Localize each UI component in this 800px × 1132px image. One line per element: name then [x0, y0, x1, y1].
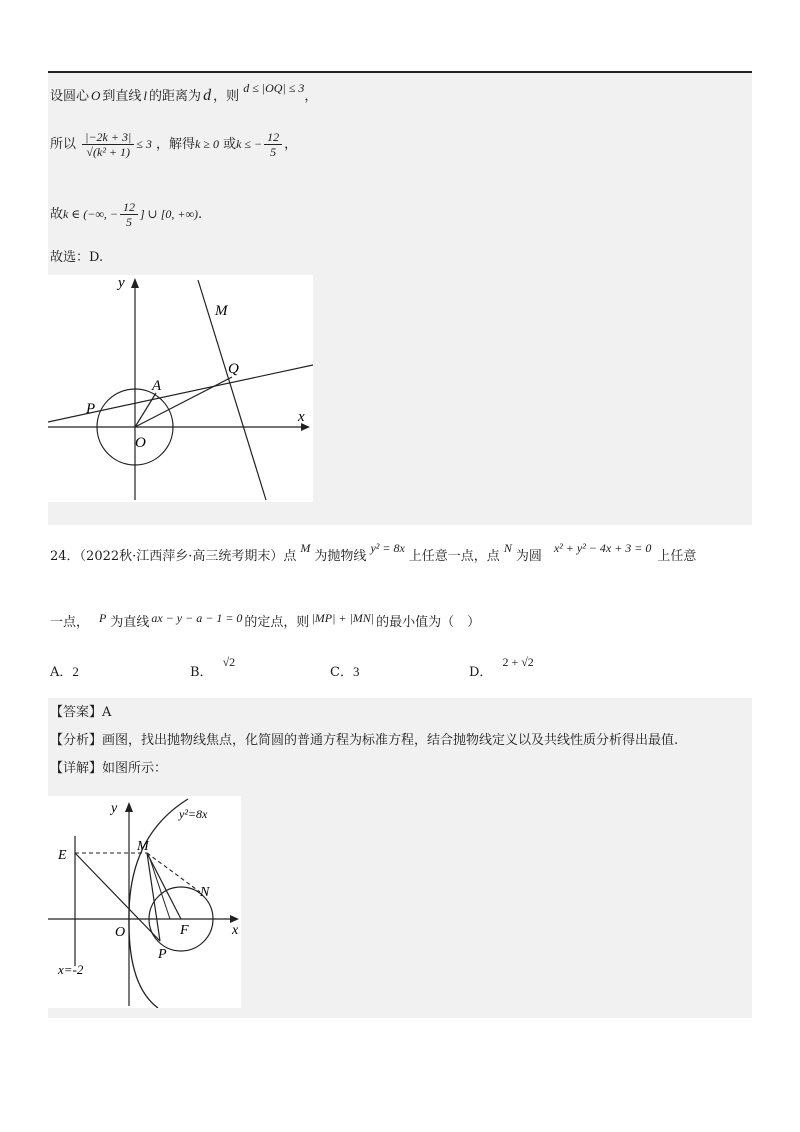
fraction-denominator: 5	[270, 145, 277, 159]
solution-line-3	[50, 198, 202, 231]
question-line-2	[50, 611, 481, 631]
text: 所以	[50, 137, 77, 152]
symbol-M: M	[300, 541, 311, 555]
y-axis-arrow	[131, 278, 139, 288]
label-E: E	[58, 848, 67, 863]
text: 上任意	[657, 549, 697, 564]
text: 到直线	[102, 89, 142, 104]
question-number: 24．	[50, 549, 80, 564]
answer-value: A	[102, 705, 112, 720]
option-value: √2	[222, 655, 236, 669]
label-M: M	[137, 839, 149, 854]
text: ，	[284, 137, 298, 152]
symbol-l: l	[143, 88, 148, 103]
detail-label: 【详解】	[50, 761, 103, 776]
line-equation: ax − y − a − 1 = 0	[151, 611, 243, 625]
condition-2-fraction	[264, 130, 282, 159]
set-fraction	[120, 200, 138, 229]
text: ，则	[213, 89, 240, 104]
option-b	[190, 655, 236, 681]
label-A: A	[152, 378, 162, 394]
label-y: y	[118, 275, 125, 291]
symbol-d: d	[203, 87, 212, 104]
text: 设圆心	[50, 89, 90, 104]
condition-2: k ≤ −	[236, 137, 263, 151]
label-M: M	[215, 303, 228, 319]
inequality: d ≤ |OQ| ≤ 3	[243, 81, 305, 95]
label-P: P	[158, 947, 167, 962]
symbol-P: P	[99, 611, 107, 625]
relation: ≤ 3	[136, 137, 152, 151]
figure-circle-lines	[48, 275, 313, 502]
text: 的最小值为（ ）	[376, 615, 481, 630]
label-parabola-eq: y²=8x	[179, 807, 208, 821]
text: 为抛物线	[314, 549, 367, 564]
distance-fraction	[82, 130, 134, 159]
fraction-numerator: |−2k + 3|	[82, 130, 134, 145]
symbol-O: O	[91, 88, 101, 103]
set-expression: k ∈ (−∞, −	[63, 207, 118, 221]
analysis-line	[50, 733, 678, 749]
option-value: 2	[72, 664, 79, 679]
text: ，	[304, 89, 318, 104]
target-expression: |MP| + |MN|	[311, 611, 375, 625]
x-axis-arrow	[230, 915, 239, 923]
text: 点	[283, 549, 297, 564]
figure-1-svg	[48, 275, 313, 502]
text: 上任意一点，点	[408, 549, 500, 564]
question-line-1	[50, 541, 697, 565]
condition-1: k ≥ 0	[195, 137, 219, 151]
choice-line: 故选：D.	[50, 250, 104, 265]
y-axis-arrow	[125, 802, 133, 812]
option-value: 2 + √2	[502, 655, 534, 669]
analysis-label: 【分析】	[50, 733, 103, 748]
text: 为圆	[515, 549, 542, 564]
option-value: 3	[352, 664, 360, 679]
detail-text: 如图所示：	[102, 761, 168, 776]
figure-parabola-circle	[48, 796, 241, 1008]
answer-label: 【答案】	[50, 705, 103, 720]
text: 一点，	[50, 615, 90, 630]
label-O: O	[135, 435, 146, 451]
option-key: D．	[469, 665, 493, 680]
label-N: N	[200, 885, 210, 900]
fraction-denominator: √(k² + 1)	[86, 145, 131, 159]
option-key: B．	[190, 665, 213, 680]
solution-line-2	[50, 128, 297, 161]
line-M	[198, 280, 266, 500]
label-Q: Q	[228, 361, 239, 377]
label-P: P	[86, 401, 96, 417]
label-O: O	[115, 925, 126, 940]
fraction-numerator: 12	[120, 200, 138, 215]
parabola-curve	[129, 799, 188, 1008]
text: 的距离为	[149, 89, 202, 104]
label-F: F	[180, 923, 189, 938]
parabola-equation: y² = 8x	[370, 541, 405, 555]
question-source: （2022秋·江西萍乡·高三统考期末）	[79, 549, 284, 564]
segment-OQ	[135, 377, 232, 427]
label-x: x	[232, 923, 239, 938]
text: ，解得	[156, 137, 196, 152]
label-directrix: x=-2	[58, 962, 84, 977]
analysis-text: 画图，找出抛物线焦点，化简圆的普通方程为标准方程，结合抛物线定义以及共线性质分析得出最值.	[102, 733, 679, 748]
option-a	[50, 664, 79, 681]
text: 为直线	[110, 615, 150, 630]
option-d	[469, 655, 534, 681]
detail-line	[50, 761, 167, 777]
option-c	[330, 664, 359, 681]
set-expression-tail: ] ∪ [0, +∞)	[139, 207, 199, 221]
text: 的定点，则	[244, 615, 310, 630]
fraction-numerator: 12	[264, 130, 282, 145]
label-y: y	[111, 801, 118, 816]
label-x: x	[298, 409, 305, 425]
text: 故	[50, 207, 64, 222]
solution-line-1	[50, 81, 318, 105]
answer-line	[50, 705, 111, 721]
text: .	[198, 207, 203, 222]
circle-equation: x² + y² − 4x + 3 = 0	[553, 541, 652, 555]
text: 或	[223, 137, 237, 152]
figure-2-svg	[48, 796, 241, 1008]
option-key: A．	[50, 665, 73, 680]
symbol-N: N	[503, 541, 512, 555]
option-key: C．	[330, 665, 353, 680]
fraction-denominator: 5	[125, 215, 132, 229]
